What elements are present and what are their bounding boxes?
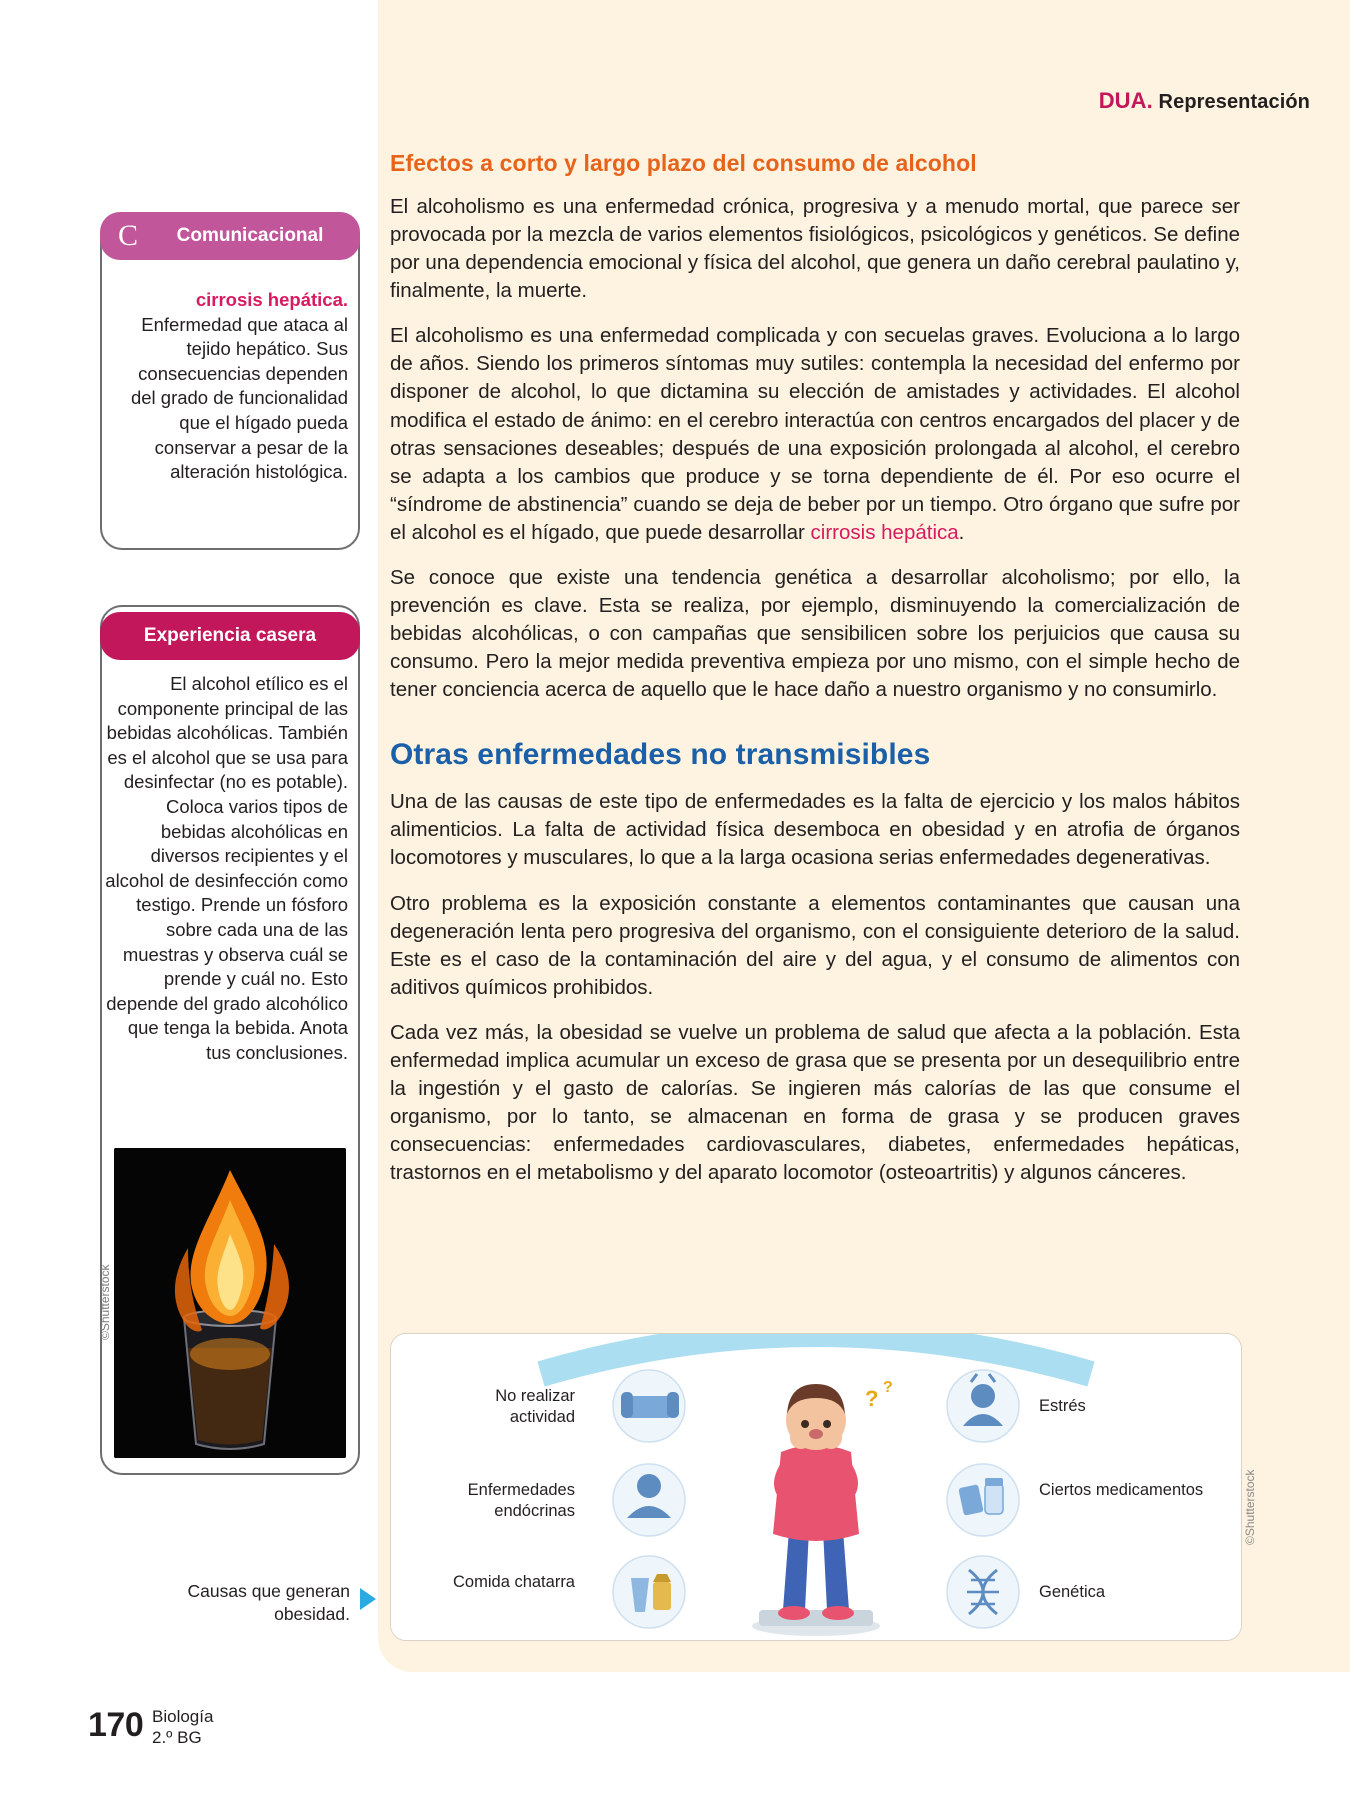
sidebar-header-label-experiencia: Experiencia casera [143, 625, 317, 646]
sidebar-text-experiencia: El alcohol etílico es el componente principal de las bebidas alcohólicas. También es el alcohol que se usa para desinfectar (no es potable). Coloca varios tipos de bebidas alcohólicas en diversos recipientes y el alcohol de desinfección como testigo. Prende un fósforo sobre cada una de las muestras y observa cuál se prende y cuál no. Esto depende del grado alcohólico que tenga la bebida. Anota tus conclusiones. [105, 673, 348, 1063]
main-text-column [390, 150, 1240, 1204]
footer-subject: Biología [152, 1707, 214, 1726]
paragraph-6: Cada vez más, la obesidad se vuelve un problema de salud que afecta a la población. Esta enfermedad implica acumular un exceso de grasa que se presenta por un desequilibrio entre la ingestión y el gasto de calorías. Se ingieren más calorías de las que consume el organismo, por lo tanto, se almacenan en forma de grasa y se producen graves consecuencias: enfermedades cardiovasculares, diabetes, enfermedades hepáticas, trastornos en el metabolismo y del aparato locomotor (osteoartritis) y algunos cánceres. [390, 1020, 1240, 1185]
dua-label: DUA. [1098, 88, 1153, 113]
paragraph-1: El alcoholismo es una enfermedad crónica, progresiva y a menudo mortal, que parece ser provocada por la mezcla de varios elementos fisiológicos, psicológicos y genéticos. Se define por una dependencia emocional y física del alcohol, que genera un daño cerebral paulatino y, finalmente, la muerte. [390, 195, 1240, 303]
paragraph-2 [390, 322, 1240, 547]
paragraph-5: Otro problema es la exposición constante a elementos contaminantes que causan una degeneración lenta pero progresiva del organismo, con el consiguiente deterioro de la salud. Este es el caso de la contaminación del aire y del agua, y el consumo de alimentos con aditivos químicos prohibidos. [390, 891, 1240, 999]
glossary-term: cirrosis hepática. [195, 289, 348, 310]
photo-credit-flame: ©Shutterstock [98, 1264, 112, 1340]
inline-term-cirrosis: cirrosis hepática [810, 520, 959, 544]
figure-caption: Causas que generan obesidad. [187, 1581, 350, 1624]
figure-label-estres: Estrés [1039, 1397, 1086, 1415]
dua-header [1099, 88, 1310, 114]
paragraph-4: Una de las causas de este tipo de enfermedades es la falta de ejercicio y los malos hábitos alimenticios. La falta de actividad física desemboca en obesidad y en atrofia de órganos locomotores y musculares, lo que a la larga ocasiona serias enfermedades degenerativas. [390, 790, 1240, 870]
svg-text:?: ? [865, 1386, 879, 1411]
figure-label-genetica: Genética [1039, 1583, 1106, 1601]
sidebar-text-comunicacional [112, 288, 348, 485]
svg-text:?: ? [883, 1379, 893, 1396]
figure-label-medicamentos: Ciertos medicamentos [1039, 1481, 1204, 1499]
heading-efectos-alcohol: Efectos a corto y largo plazo del consumo de alcohol [390, 150, 977, 176]
figure-credit: ©Shutterstock [1243, 1469, 1257, 1545]
heading-otras-enfermedades: Otras enfermedades no transmisibles [390, 738, 931, 772]
sidebar-header-experiencia [100, 612, 360, 660]
flame-photo-graphic [114, 1148, 346, 1458]
sidebar-header-label-comunicacional: Comunicacional [176, 225, 324, 246]
obesity-causes-figure [390, 1333, 1242, 1641]
paragraph-2-text-b: . [958, 520, 965, 544]
paragraph-2-text-a: El alcoholismo es una enfermedad complicada y con secuelas graves. Evoluciona a lo largo de años. Siendo los primeros síntomas muy sutiles: contempla la necesidad del enfermo por disponer de alcohol, lo que dictamina su elección de amistades y actividades. El alcohol modifica el estado de ánimo: en el cerebro interactúa con centros encargados del placer y de otras sensaciones deseables; después de una exposición prolongada al alcohol, el cerebro se adapta a los cambios que produce y se torna dependiente de él. Por eso ocurre el “síndrome de abstinencia” cuando se deja de beber por un tiempo. Otro órgano que sufre por el alcohol es el hígado, que puede desarrollar [390, 324, 1240, 544]
figure-label-no-actividad: No realizar actividad [495, 1387, 575, 1426]
figure-label-endocrinas: Enfermedades endócrinas [467, 1481, 575, 1520]
caption-arrow-icon [360, 1588, 376, 1610]
dua-subtitle: Representación [1158, 91, 1310, 113]
communication-icon: C [118, 219, 139, 252]
glossary-definition: Enfermedad que ataca al tejido hepático. Sus consecuencias dependen del grado de funcionalidad que el hígado pueda conservar a pesar de la alteración histológica. [130, 313, 348, 483]
page-number: 170 [88, 1706, 144, 1744]
paragraph-3: Se conoce que existe una tendencia genética a desarrollar alcoholismo; por ello, la prevención es clave. Esta se realiza, por ejemplo, disminuyendo la comercialización de bebidas alcohólicas, o con campañas que sensibilicen sobre los perjuicios que causa su consumo. Pero la mejor medida preventiva empieza por uno mismo, con el simple hecho de tener conciencia acerca de aquello que le hace daño a nuestro organismo y no consumirlo. [390, 565, 1240, 702]
flame-photo [114, 1148, 346, 1458]
footer-subject-block [152, 1707, 213, 1748]
footer-level: 2.º BG [152, 1727, 202, 1747]
figure-label-comida-chatarra: Comida chatarra [453, 1573, 575, 1591]
